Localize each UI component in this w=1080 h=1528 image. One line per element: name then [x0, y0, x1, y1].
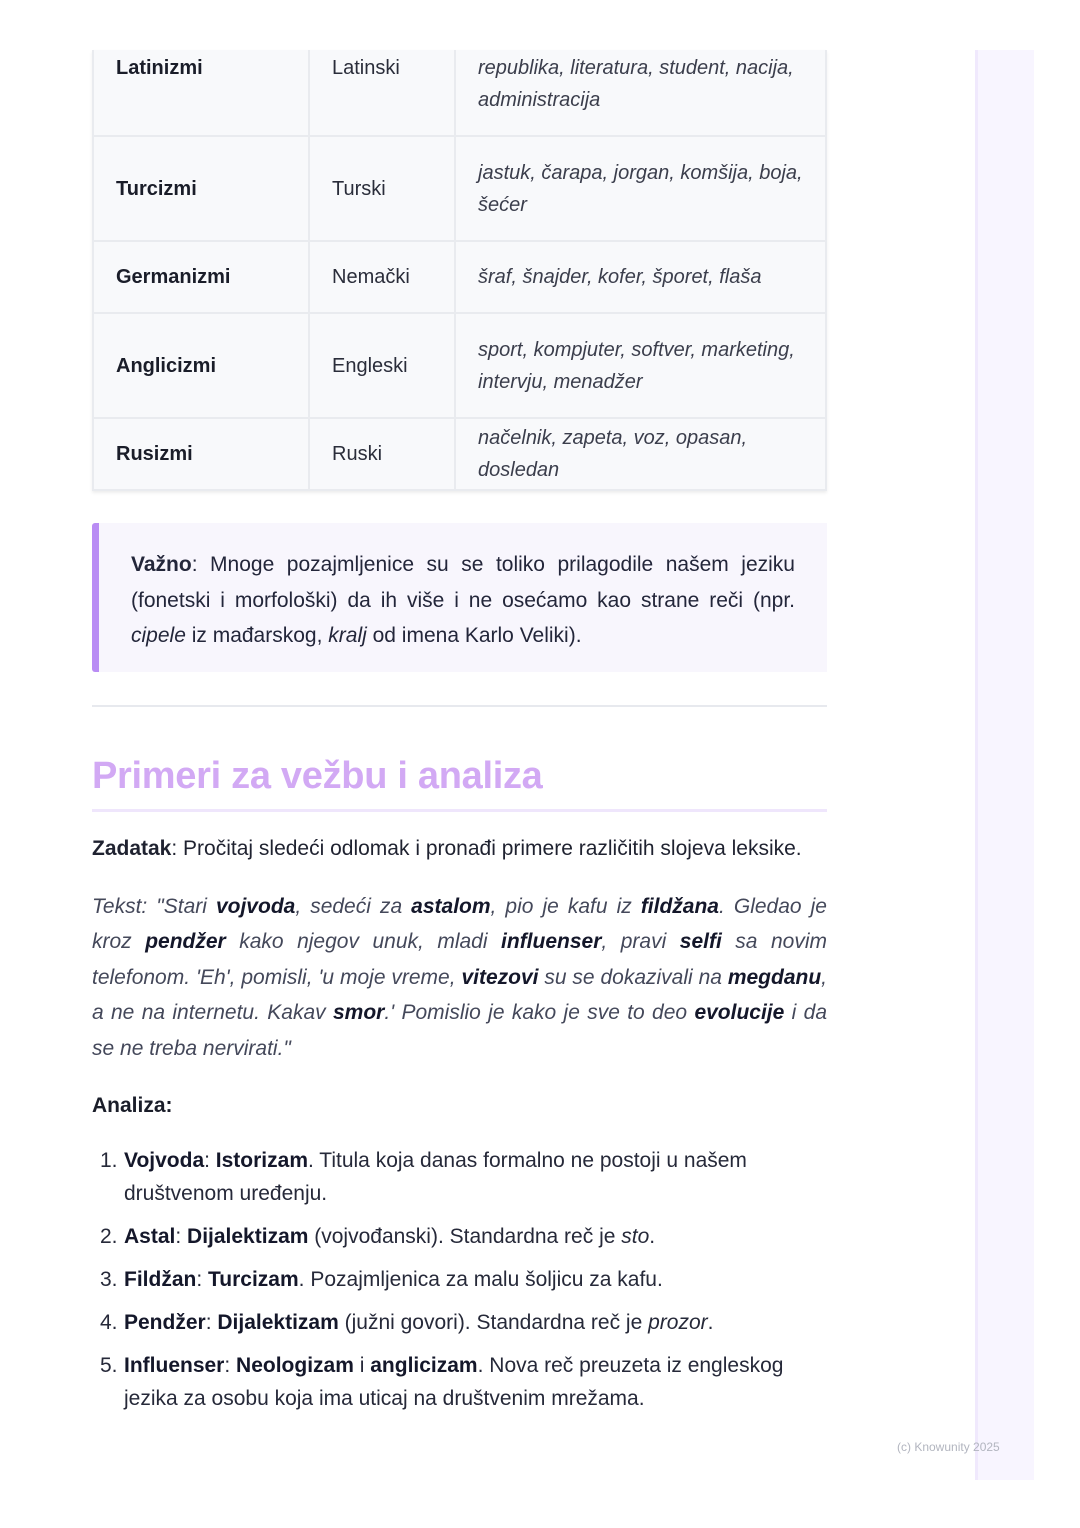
table-row: [93, 50, 826, 136]
table-cell-examples: sport, kompjuter, softver, marketing, intervju, menadžer: [455, 313, 826, 418]
table-cell-type: Turcizmi: [93, 136, 309, 241]
table-cell-type: Anglicizmi: [93, 313, 309, 418]
table-row: [93, 241, 826, 313]
divider: [92, 705, 827, 707]
table-cell-examples: načelnik, zapeta, voz, opasan, dosledan: [455, 418, 826, 490]
side-panel: [975, 50, 1034, 1480]
table-cell-language: Ruski: [309, 418, 455, 490]
table-cell-type: Latinizmi: [93, 50, 309, 136]
table-cell-type: Germanizmi: [93, 241, 309, 313]
list-item: 5. Influenser: Neologizam i anglicizam. Nova reč preuzeta iz engleskog jezika za osobu koja ima uticaj na društvenim mrežama.: [100, 1354, 784, 1410]
task-paragraph: Zadatak: Pročitaj sledeći odlomak i pronađi primere različitih slojeva leksike.: [92, 837, 802, 860]
table-cell-examples: šraf, šnajder, kofer, šporet, flaša: [455, 241, 826, 313]
loanword-table: [92, 50, 827, 491]
list-item: 4. Pendžer: Dijalektizam (južni govori). Standardna reč je prozor.: [100, 1311, 714, 1334]
table-cell-type: Rusizmi: [93, 418, 309, 490]
important-note-callout: Važno: Mnoge pozajmljenice su se toliko prilagodile našem jeziku (fonetski i morfološki) da ih više i ne osećamo kao strane reči (npr. cipele iz mađarskog, kralj od imena Karlo Veliki).: [92, 523, 827, 672]
list-item: 1. Vojvoda: Istorizam. Titula koja danas formalno ne postoji u našem društvenom uređenju.: [100, 1149, 747, 1205]
table-row: [93, 418, 826, 490]
callout-label: Važno: [131, 553, 192, 576]
copyright-footer: (c) Knowunity 2025: [897, 1440, 1000, 1454]
table-row: [93, 313, 826, 418]
list-item: 3. Fildžan: Turcizam. Pozajmljenica za malu šoljicu za kafu.: [100, 1268, 663, 1291]
table-cell-language: Latinski: [309, 50, 455, 136]
table-cell-language: Nemački: [309, 241, 455, 313]
table-row: [93, 136, 826, 241]
table-cell-examples: republika, literatura, student, nacija, administracija: [455, 50, 826, 136]
analysis-heading: Analiza:: [92, 1094, 173, 1117]
list-item: 2. Astal: Dijalektizam (vojvođanski). Standardna reč je sto.: [100, 1225, 656, 1248]
section-heading: Primeri za vežbu i analiza: [92, 755, 543, 797]
table-cell-language: Engleski: [309, 313, 455, 418]
exercise-text-paragraph: Tekst: "Stari vojvoda, sedeći za astalom, pio je kafu iz fildžana. Gledao je kroz pendžer kako njegov unuk, mladi influenser, pravi selfi sa novim telefonom. 'Eh', pomisli, 'u moje vreme, vitezovi su se dokazivali na megdanu, a ne na internetu. Kakav smor.' Pomislio je kako je sve to deo evolucije i da se ne treba nervirati.": [92, 895, 828, 1060]
analysis-list: [92, 1144, 827, 1425]
table-cell-language: Turski: [309, 136, 455, 241]
table-cell-examples: jastuk, čarapa, jorgan, komšija, boja, šećer: [455, 136, 826, 241]
heading-underline: [92, 809, 827, 812]
